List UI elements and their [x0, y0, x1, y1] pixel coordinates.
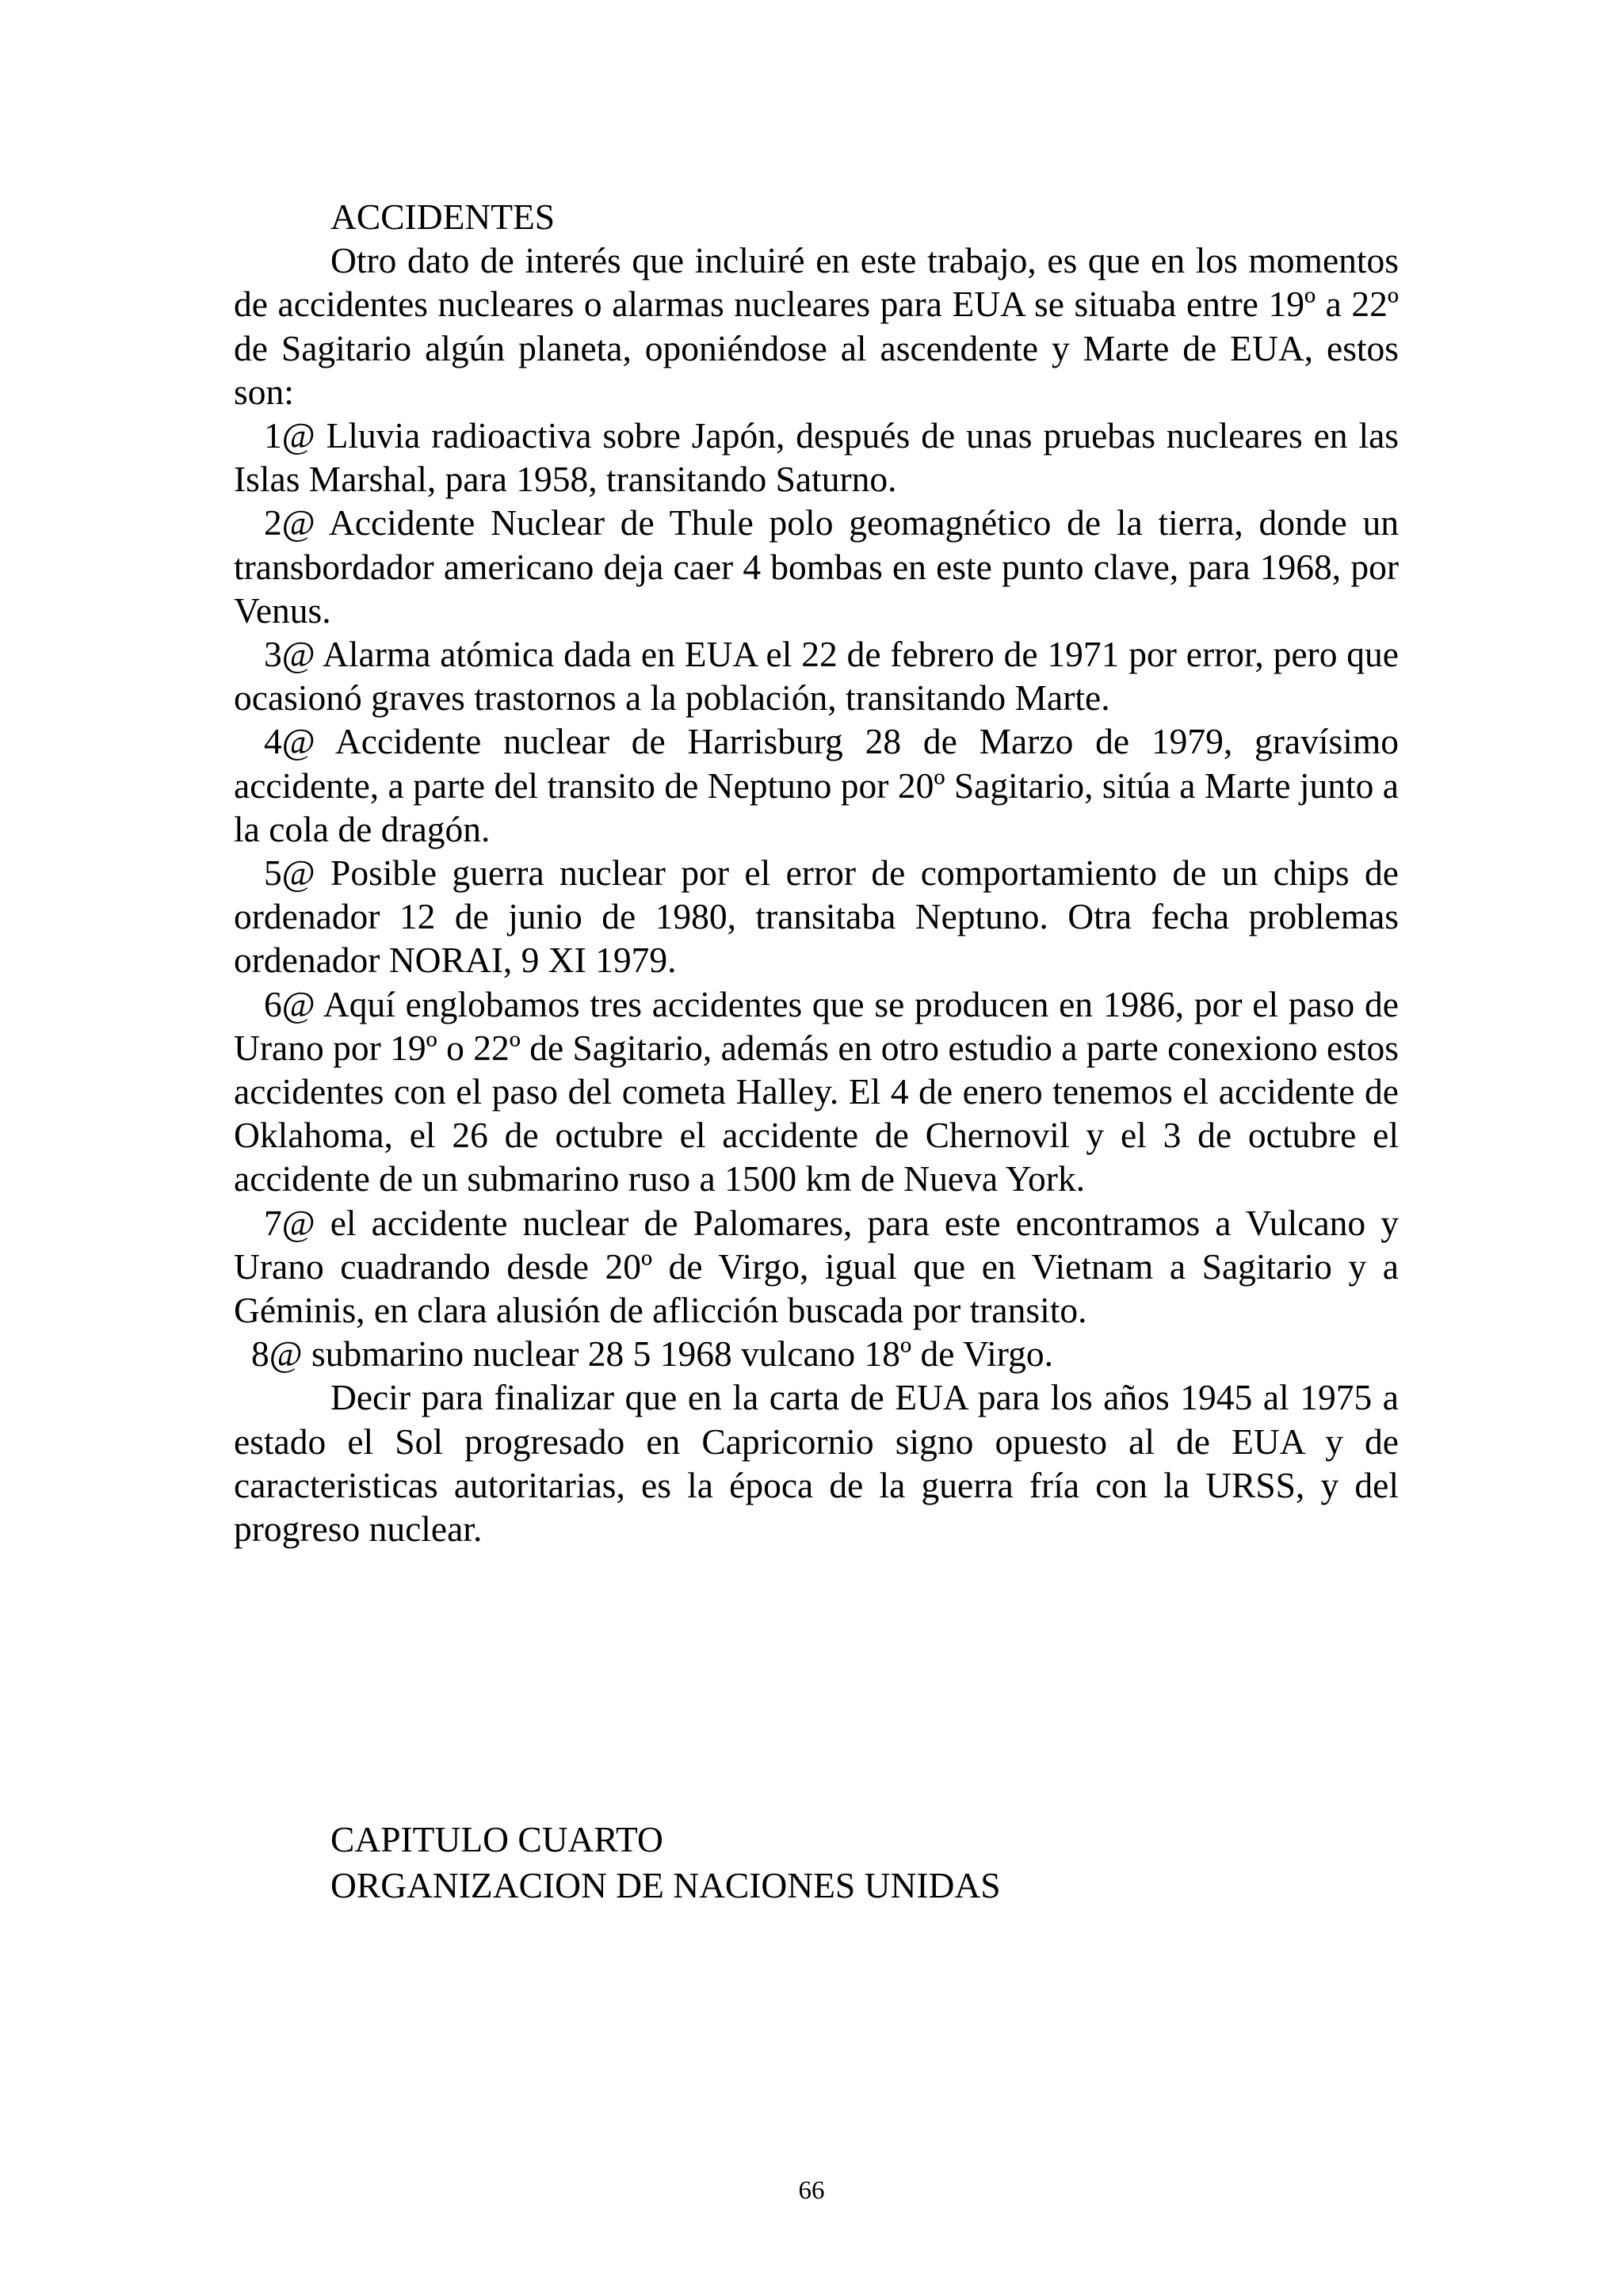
section-heading: ACCIDENTES: [330, 196, 556, 237]
list-item-6: 6@ Aquí englobamos tres accidentes que se producen en 1986, por el paso de Urano por 19º o 22º de Sagitario, además en otro estudio a parte conexiono estos accidentes con el paso del cometa Halley. El 4 de enero tenemos el accidente de Oklahoma, el 26 de octubre el accidente de Chernovil y el 3 de octubre el accidente de un submarino ruso a 1500 km de Nueva York.: [234, 983, 1399, 1199]
intro-paragraph: Otro dato de interés que incluiré en este trabajo, es que en los momentos de accidentes nucleares o alarmas nucleares para EUA se situaba entre 19º a 22º de Sagitario algún planeta, oponiéndose al ascendente y Marte de EUA, estos son:: [234, 240, 1399, 412]
chapter-heading: [330, 1817, 1001, 1909]
list-item-5: 5@ Posible guerra nuclear por el error de comportamiento de un chips de ordenador 12 de junio de 1980, transitaba Neptuno. Otra fecha problemas ordenador NORAI, 9 XI 1979.: [234, 852, 1399, 981]
closing-paragraph: Decir para finalizar que en la carta de EUA para los años 1945 al 1975 a estado el Sol progresado en Capricornio signo opuesto al de EUA y de caracteristicas autoritarias, es la época de la guerra fría con la URSS, y del progreso nuclear.: [234, 1377, 1399, 1550]
list-item-7: 7@ el accidente nuclear de Palomares, para este encontramos a Vulcano y Urano cuadrando desde 20º de Virgo, igual que en Vietnam a Sagitario y a Géminis, en clara alusión de aflicción buscada por transito.: [234, 1202, 1399, 1331]
list-item-8: 8@ submarino nuclear 28 5 1968 vulcano 18º de Virgo.: [251, 1333, 1053, 1375]
body-text: [234, 195, 1399, 1550]
list-item-2: 2@ Accidente Nuclear de Thule polo geomagnético de la tierra, donde un transbordador americano deja caer 4 bombas en este punto clave, para 1968, por Venus.: [234, 502, 1399, 631]
list-item-4: 4@ Accidente nuclear de Harrisburg 28 de Marzo de 1979, gravísimo accidente, a parte del transito de Neptuno por 20º Sagitario, sitúa a Marte junto a la cola de dragón.: [234, 721, 1399, 849]
list-item-3: 3@ Alarma atómica dada en EUA el 22 de febrero de 1971 por error, pero que ocasionó graves trastornos a la población, transitando Marte.: [234, 634, 1399, 719]
chapter-label: CAPITULO CUARTO: [330, 1819, 663, 1859]
page-number: 66: [798, 2176, 825, 2205]
list-item-1: 1@ Lluvia radioactiva sobre Japón, después de unas pruebas nucleares en las Islas Marshal, para 1958, transitando Saturno.: [234, 415, 1399, 500]
chapter-title: ORGANIZACION DE NACIONES UNIDAS: [330, 1865, 1001, 1905]
